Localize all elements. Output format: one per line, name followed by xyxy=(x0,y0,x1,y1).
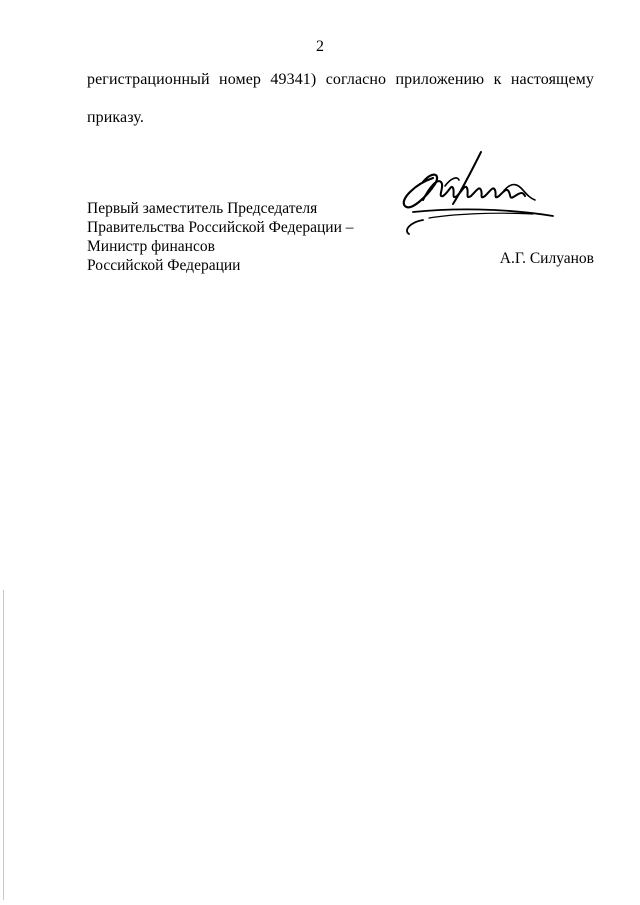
signer-title-line-4: Российской Федерации xyxy=(87,257,241,274)
signer-title xyxy=(87,199,354,275)
signer-name: А.Г. Силуанов xyxy=(499,250,594,267)
signer-title-line-1: Первый заместитель Председателя xyxy=(87,200,318,217)
scan-margin-line xyxy=(3,590,4,900)
signer-title-line-3: Министр финансов xyxy=(87,238,215,255)
page-number: 2 xyxy=(316,38,324,55)
body-text-line-1: регистрационный номер 49341) согласно приложению к настоящему xyxy=(87,71,594,88)
signer-title-line-2: Правительства Российской Федерации – xyxy=(87,219,354,236)
body-text-line-2: приказу. xyxy=(87,109,144,126)
handwritten-signature xyxy=(393,148,558,240)
